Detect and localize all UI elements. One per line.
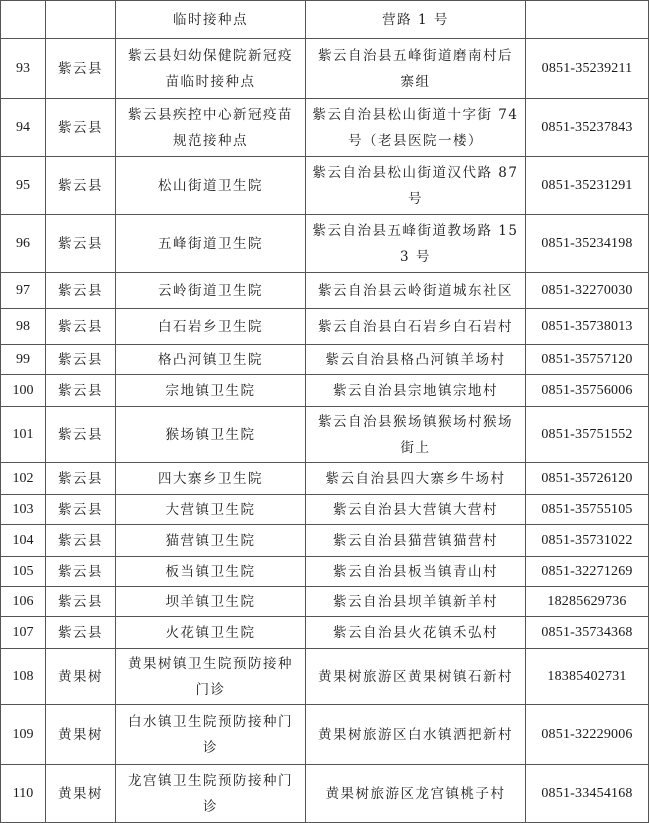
cell-address: 紫云自治县大营镇大营村 [306, 495, 526, 525]
table-row [1, 407, 649, 463]
table-body [1, 1, 649, 823]
cell-county: 黄果树 [46, 765, 116, 823]
table-row [1, 705, 649, 765]
cell-county: 紫云县 [46, 39, 116, 99]
cell-number: 102 [1, 463, 46, 495]
cell-address: 黄果树旅游区黄果树镇石新村 [306, 649, 526, 705]
cell-address: 营路 1 号 [306, 1, 526, 39]
cell-phone: 0851-35751552 [526, 407, 649, 463]
cell-number: 101 [1, 407, 46, 463]
cell-address: 黄果树旅游区白水镇洒把新村 [306, 705, 526, 765]
cell-address: 黄果树旅游区龙宫镇桃子村 [306, 765, 526, 823]
cell-site: 坝羊镇卫生院 [116, 587, 306, 617]
cell-number: 96 [1, 215, 46, 273]
cell-phone: 0851-32271269 [526, 557, 649, 587]
table-row [1, 273, 649, 309]
cell-county: 紫云县 [46, 557, 116, 587]
cell-phone: 18285629736 [526, 587, 649, 617]
cell-county: 紫云县 [46, 273, 116, 309]
cell-phone: 0851-33454168 [526, 765, 649, 823]
cell-number: 103 [1, 495, 46, 525]
cell-address: 紫云自治县坝羊镇新羊村 [306, 587, 526, 617]
cell-county: 紫云县 [46, 495, 116, 525]
cell-county: 黄果树 [46, 705, 116, 765]
cell-number: 97 [1, 273, 46, 309]
cell-site: 火花镇卫生院 [116, 617, 306, 649]
cell-county: 紫云县 [46, 617, 116, 649]
cell-county: 紫云县 [46, 525, 116, 557]
cell-address: 紫云自治县五峰街道磨南村后寨组 [306, 39, 526, 99]
cell-county: 紫云县 [46, 463, 116, 495]
table-row [1, 765, 649, 823]
cell-site: 猴场镇卫生院 [116, 407, 306, 463]
cell-phone: 0851-32229006 [526, 705, 649, 765]
cell-address: 紫云自治县白石岩乡白石岩村 [306, 309, 526, 345]
cell-address: 紫云自治县格凸河镇羊场村 [306, 345, 526, 375]
table-row [1, 215, 649, 273]
cell-phone: 0851-35755105 [526, 495, 649, 525]
cell-county: 紫云县 [46, 309, 116, 345]
cell-site: 白水镇卫生院预防接种门诊 [116, 705, 306, 765]
cell-address: 紫云自治县板当镇青山村 [306, 557, 526, 587]
cell-number: 109 [1, 705, 46, 765]
cell-phone: 0851-35757120 [526, 345, 649, 375]
cell-phone: 0851-35756006 [526, 375, 649, 407]
cell-number: 98 [1, 309, 46, 345]
table-row [1, 345, 649, 375]
cell-number: 108 [1, 649, 46, 705]
cell-address: 紫云自治县云岭街道城东社区 [306, 273, 526, 309]
cell-site: 黄果树镇卫生院预防接种门诊 [116, 649, 306, 705]
cell-phone: 0851-35239211 [526, 39, 649, 99]
table-row [1, 557, 649, 587]
table-row [1, 157, 649, 215]
cell-phone: 0851-35734368 [526, 617, 649, 649]
cell-phone: 0851-35731022 [526, 525, 649, 557]
cell-county: 紫云县 [46, 157, 116, 215]
cell-address: 紫云自治县火花镇禾弘村 [306, 617, 526, 649]
table-row-continued [1, 1, 649, 39]
cell-county: 紫云县 [46, 215, 116, 273]
cell-site: 五峰街道卫生院 [116, 215, 306, 273]
table-row [1, 587, 649, 617]
cell-address: 紫云自治县松山街道十字街 74 号（老县医院一楼） [306, 99, 526, 157]
cell-address: 紫云自治县宗地镇宗地村 [306, 375, 526, 407]
cell-site: 猫营镇卫生院 [116, 525, 306, 557]
cell-phone: 0851-32270030 [526, 273, 649, 309]
cell-number: 94 [1, 99, 46, 157]
cell-county: 紫云县 [46, 587, 116, 617]
cell-county: 紫云县 [46, 375, 116, 407]
cell-number: 105 [1, 557, 46, 587]
cell-address: 紫云自治县四大寨乡牛场村 [306, 463, 526, 495]
cell-address: 紫云自治县猫营镇猫营村 [306, 525, 526, 557]
table-row [1, 463, 649, 495]
cell-site: 紫云县妇幼保健院新冠疫苗临时接种点 [116, 39, 306, 99]
cell-phone: 18385402731 [526, 649, 649, 705]
table-row [1, 99, 649, 157]
cell-number: 110 [1, 765, 46, 823]
cell-site: 格凸河镇卫生院 [116, 345, 306, 375]
cell-phone: 0851-35234198 [526, 215, 649, 273]
cell-phone: 0851-35231291 [526, 157, 649, 215]
cell-address: 紫云自治县松山街道汉代路 87 号 [306, 157, 526, 215]
cell-number: 100 [1, 375, 46, 407]
cell-number: 95 [1, 157, 46, 215]
cell-number [1, 1, 46, 39]
cell-phone: 0851-35738013 [526, 309, 649, 345]
table-row [1, 525, 649, 557]
cell-phone: 0851-35726120 [526, 463, 649, 495]
cell-site: 大营镇卫生院 [116, 495, 306, 525]
cell-site: 紫云县疾控中心新冠疫苗规范接种点 [116, 99, 306, 157]
table-row [1, 375, 649, 407]
cell-county [46, 1, 116, 39]
table-row [1, 309, 649, 345]
cell-site: 宗地镇卫生院 [116, 375, 306, 407]
cell-address: 紫云自治县五峰街道教场路 153 号 [306, 215, 526, 273]
cell-county: 黄果树 [46, 649, 116, 705]
table-row [1, 617, 649, 649]
table-row [1, 39, 649, 99]
cell-site: 四大寨乡卫生院 [116, 463, 306, 495]
cell-number: 93 [1, 39, 46, 99]
cell-phone: 0851-35237843 [526, 99, 649, 157]
cell-site: 白石岩乡卫生院 [116, 309, 306, 345]
cell-number: 106 [1, 587, 46, 617]
cell-number: 99 [1, 345, 46, 375]
cell-site: 龙宫镇卫生院预防接种门诊 [116, 765, 306, 823]
cell-number: 104 [1, 525, 46, 557]
cell-number: 107 [1, 617, 46, 649]
cell-site: 松山街道卫生院 [116, 157, 306, 215]
cell-county: 紫云县 [46, 345, 116, 375]
cell-site: 板当镇卫生院 [116, 557, 306, 587]
cell-phone [526, 1, 649, 39]
cell-site: 云岭街道卫生院 [116, 273, 306, 309]
table-row [1, 649, 649, 705]
cell-address: 紫云自治县猴场镇猴场村猴场街上 [306, 407, 526, 463]
table-row [1, 495, 649, 525]
cell-county: 紫云县 [46, 99, 116, 157]
cell-site: 临时接种点 [116, 1, 306, 39]
cell-county: 紫云县 [46, 407, 116, 463]
